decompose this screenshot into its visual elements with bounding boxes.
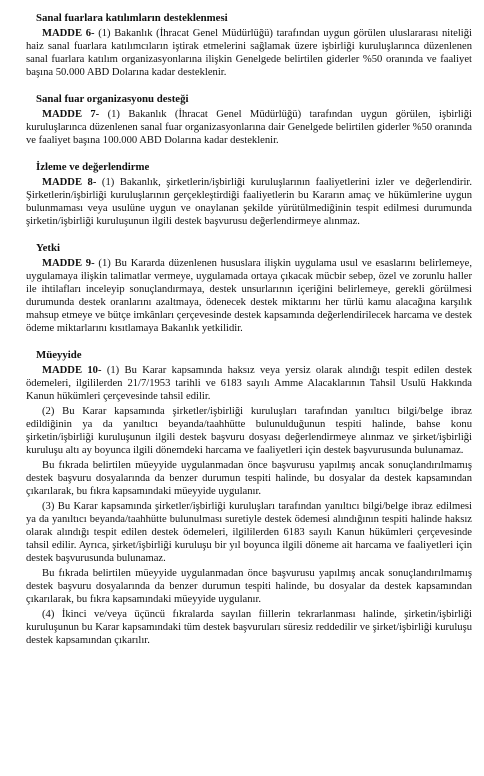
article-paragraph <box>26 608 472 647</box>
article-paragraph <box>26 108 472 147</box>
article-number: MADDE 7- <box>42 109 100 120</box>
article-text: (1) Bakanlık (İhracat Genel Müdürlüğü) tarafından uygun görülen uluslararası niteliği haiz sanal fuarlara katılımcıların iştirak etmelerini sağlamak üzere işbirliği kuruluşlarınca düzenlenen sanal fuarlara katılım organizasyonlarına ilişkin Genelgede belirtilen giderler %50 oranında ve faaliyet başına 50.000 ABD Dolarına kadar desteklenir. <box>26 28 472 78</box>
article-text: (3) Bu Karar kapsamında şirketler/işbirliği kuruluşları tarafından yanıltıcı bilgi/belge ibraz edilmesi ya da yanıltıcı beyanda/taahhütte bulunulması suretiyle destek ödemesi alındığının tespiti halinde haksız olarak alındığı tespit edilen destek ödemeleri, ilgililerden 6183 sayılı Kanun hükümleri çerçevesinde tahsil edilir. Ayrıca, şirket/işbirliği kuruluşu bir yıl boyunca ilgili döneme ait harcama ve faaliyetleri için destek başvurusunda bulunamaz. <box>26 501 472 564</box>
article-paragraph <box>26 257 472 335</box>
section-heading: İzleme ve değerlendirme <box>36 161 150 173</box>
section-heading: Sanal fuar organizasyonu desteği <box>36 93 189 105</box>
section-heading: Yetki <box>36 242 60 254</box>
article-paragraph <box>26 405 472 457</box>
article-paragraph <box>26 27 472 79</box>
article-text: Bu fıkrada belirtilen müeyyide uygulanmadan önce başvurusu yapılmış ancak sonuçlandırılmamış destek başvuru dosyalarında da benzer durumun tespiti halinde, bu dosyalar da destek kapsamından çıkarılarak, bu fıkra kapsamındaki müeyyide uygulanır. <box>26 568 472 605</box>
section-heading: Sanal fuarlara katılımların desteklenmesi <box>36 12 228 24</box>
article-paragraph <box>26 176 472 228</box>
section-izleme-degerlendirme <box>26 161 472 228</box>
article-number: MADDE 8- <box>42 177 97 188</box>
article-text: Bu fıkrada belirtilen müeyyide uygulanmadan önce başvurusu yapılmış ancak sonuçlandırılmamış destek başvuru dosyalarında da benzer durumun tespiti halinde, bu dosyalar da destek kapsamından çıkarılarak, bu fıkra kapsamındaki müeyyide uygulanır. <box>26 460 472 497</box>
section-sanal-fuar-katilim <box>26 12 472 79</box>
article-number: MADDE 9- <box>42 258 95 269</box>
article-number: MADDE 10- <box>42 365 102 376</box>
article-text: (1) Bakanlık (İhracat Genel Müdürlüğü) tarafından uygun görülen, işbirliği kuruluşlarınca düzenlenen sanal fuar organizasyonlarına dair Genelgede belirtilen giderler %50 oranında ve faaliyet başına 100.000 ABD Dolarına kadar desteklenir. <box>26 109 472 146</box>
article-text: (1) Bakanlık, şirketlerin/işbirliği kuruluşlarının faaliyetlerini izler ve değerlendirir. Şirketlerin/işbirliği kuruluşlarının gerçekleştirdiği faaliyetlerin bu Kararın amaç ve hükümlerine uygun bulunmaması veya usulüne uygun ve onaylanan şekilde yürütülmediğinin tespit edilmesi durumunda şirketin/işbirliği kuruluşunun ilgili destek başvurusu değerlendirmeye alınmaz. <box>26 177 472 227</box>
section-yetki <box>26 242 472 335</box>
section-mueyyide <box>26 349 472 647</box>
article-paragraph <box>26 459 472 498</box>
article-text: (4) İkinci ve/veya üçüncü fıkralarda sayılan fiillerin tekrarlanması halinde, şirketin/işbirliği kuruluşunun bu Karar kapsamındaki tüm destek başvuruları süresiz reddedilir ve şirket/işbirliği kuruluşu destek kapsamından çıkarılır. <box>26 609 472 646</box>
article-text: (1) Bu Kararda düzenlenen hususlara ilişkin uygulama usul ve esaslarını belirlemeye, uygulamaya ilişkin talimatlar vermeye, uygulamada ortaya çıkacak mücbir sebep, özel ve zorunlu haller ile ihtilafları inceleyip sonuçlandırmaya, destek unsurlarının içeriğini belirlemeye, gerekli görülmesi durumunda destek oranlarını azaltmaya, ödenecek destek miktarını her türlü kamu alacağına karşılık mahsup etmeye ve bütçe imkânları çerçevesinde destek kapsamında değerlendirilecek harcama ve destek ödeme miktarlarını kısıtlamaya Bakanlık yetkilidir. <box>26 258 472 334</box>
article-number: MADDE 6- <box>42 28 95 39</box>
section-heading: Müeyyide <box>36 349 82 361</box>
article-text: (2) Bu Karar kapsamında şirketler/işbirliği kuruluşları tarafından yanıltıcı bilgi/belge ibraz edildiğinin ya da yanıltıcı beyanda/taahhütte bulunulduğunun tespiti halinde, bahse konu şirketin/işbirliği kuruluşunun ilgili destek başvuru dosyası değerlendirmeye alınmaz ve şirket/işbirliği kuruluşu altı ay boyunca ilgili dönemdeki harcama ve faaliyetleri için destek başvurusunda bulunamaz. <box>26 406 472 456</box>
article-paragraph <box>26 500 472 565</box>
article-paragraph <box>26 567 472 606</box>
article-text: (1) Bu Karar kapsamında haksız veya yersiz olarak alındığı tespit edilen destek ödemeleri, ilgililerden 21/7/1953 tarihli ve 6183 sayılı Amme Alacaklarının Tahsil Usulü Hakkında Kanun hükümleri çerçevesinde tahsil edilir. <box>26 365 473 402</box>
article-paragraph <box>26 364 472 403</box>
section-sanal-fuar-organizasyonu <box>26 93 472 147</box>
